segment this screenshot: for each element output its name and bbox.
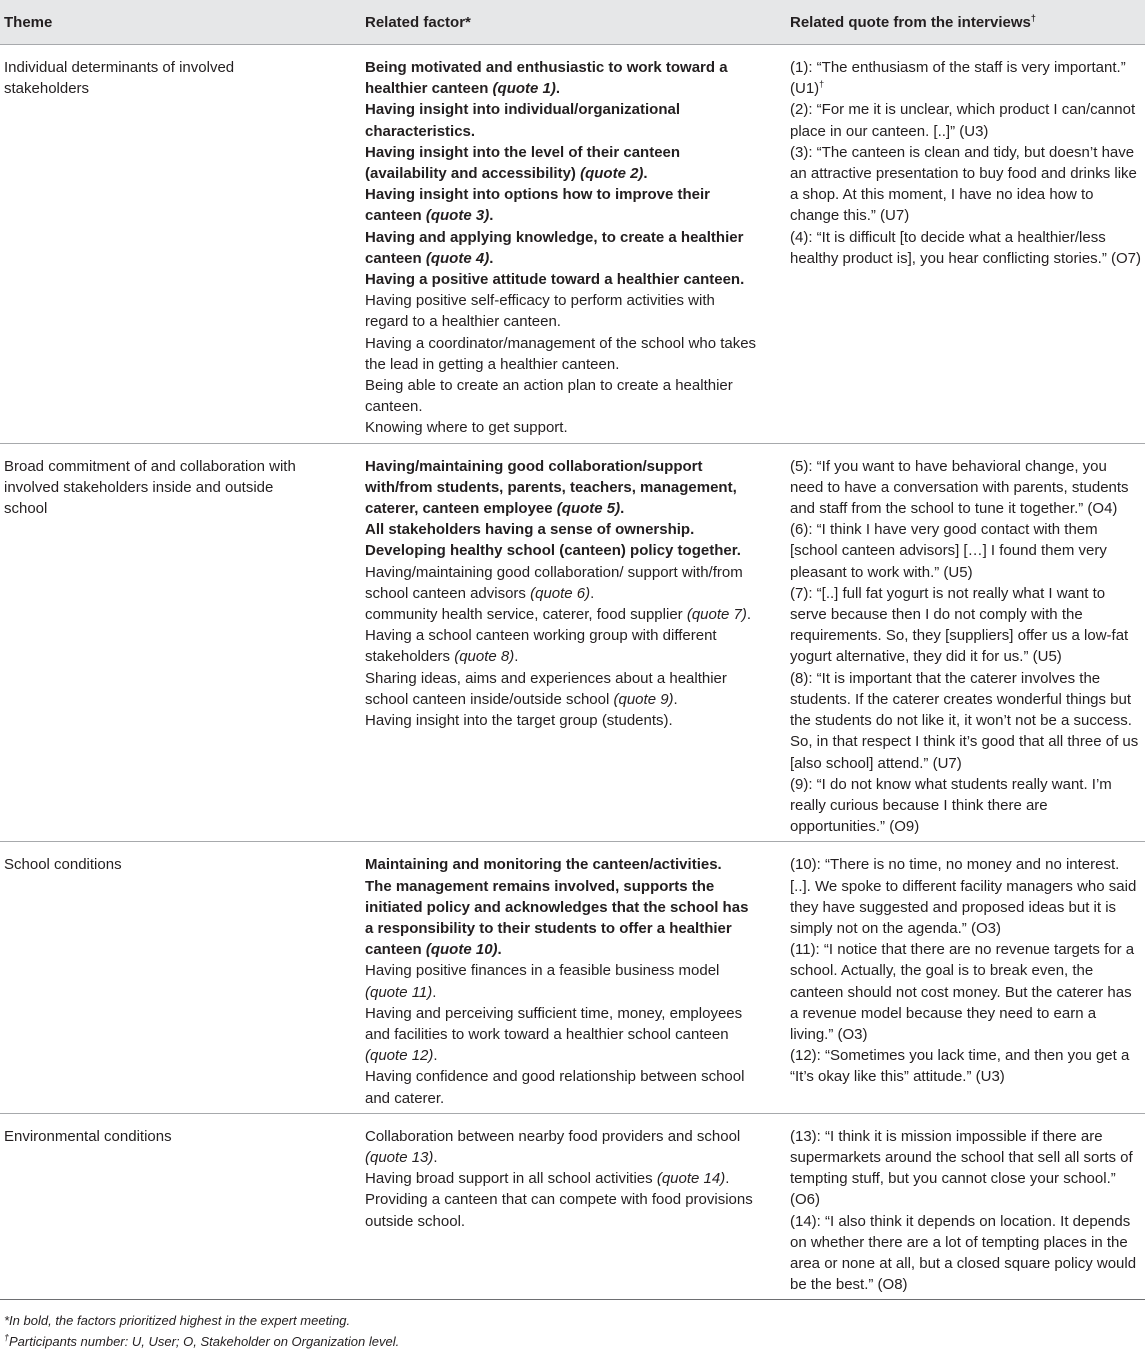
quote-cell bbox=[786, 1113, 1145, 1300]
factor-tail: . bbox=[489, 249, 494, 267]
factor-text: Providing a canteen that can compete with food provisions outside school. bbox=[365, 1191, 753, 1230]
header-related-quote-label: Related quote from the interviews bbox=[790, 13, 1031, 31]
footnote-mark: † bbox=[4, 1333, 10, 1344]
factor-text: Sharing ideas, aims and experiences about a healthier school canteen inside/outside school bbox=[365, 669, 727, 708]
factor-tail: . bbox=[433, 1047, 438, 1065]
factor-item bbox=[365, 1189, 758, 1231]
factor-text: The management remains involved, supports the initiated policy and acknowledges that the school has a responsibility to their students to offer a healthier canteen bbox=[365, 877, 749, 959]
factor-text: Knowing where to get support. bbox=[365, 419, 568, 437]
table-row bbox=[0, 45, 1145, 444]
factor-quote-reference: (quote 7) bbox=[686, 606, 747, 624]
factor-item bbox=[365, 960, 758, 1002]
interview-quote bbox=[790, 583, 1141, 668]
table-footnotes bbox=[0, 1300, 1145, 1352]
factor-item bbox=[365, 417, 758, 438]
factor-text: Having insight into the target group (students). bbox=[365, 712, 673, 730]
factor-cell bbox=[361, 842, 786, 1113]
factor-item-prioritized bbox=[365, 519, 758, 540]
factor-quote-reference: (quote 13) bbox=[365, 1148, 434, 1166]
interview-quote bbox=[790, 774, 1141, 838]
factor-cell bbox=[361, 45, 786, 444]
factor-tail: . bbox=[590, 584, 595, 602]
table-body bbox=[0, 45, 1145, 1300]
factor-quote-reference: (quote 1) bbox=[492, 80, 556, 98]
interview-quote-text: (11): “I notice that there are no revenue targets for a school. Actually, the goal is to break even, the canteen should not cost money. But the caterer has a revenue model because they need to earn a living.” (O3) bbox=[790, 941, 1135, 1043]
interview-quote bbox=[790, 939, 1141, 1045]
theme-cell: Environmental conditions bbox=[0, 1113, 361, 1300]
factor-text: Being motivated and enthusiastic to work toward a healthier canteen bbox=[365, 59, 728, 98]
factor-item-prioritized bbox=[365, 99, 758, 141]
factor-item-prioritized bbox=[365, 876, 758, 961]
factor-item-prioritized bbox=[365, 184, 758, 226]
factor-item-prioritized bbox=[365, 854, 758, 875]
factor-tail: . bbox=[489, 207, 494, 225]
header-related-factor: Related factor* bbox=[361, 0, 786, 45]
table-row bbox=[0, 842, 1145, 1113]
interview-quote bbox=[790, 1211, 1141, 1296]
factor-item bbox=[365, 668, 758, 710]
factor-text: Having/maintaining good collaboration/support with/from students, parents, teachers, management, caterer, canteen employee bbox=[365, 457, 737, 518]
factor-text: Maintaining and monitoring the canteen/activities. bbox=[365, 856, 722, 874]
factor-tail: . bbox=[432, 983, 437, 1001]
interview-quote bbox=[790, 1045, 1141, 1087]
factor-quote-reference: (quote 9) bbox=[613, 690, 674, 708]
table-header bbox=[0, 0, 1145, 45]
interview-quote bbox=[790, 99, 1141, 141]
factor-item bbox=[365, 1168, 758, 1189]
theme-cell: Individual determinants of involved stakeholders bbox=[0, 45, 361, 444]
factor-text: Having a school canteen working group with different stakeholders bbox=[365, 627, 717, 666]
theme-cell: School conditions bbox=[0, 842, 361, 1113]
table-row bbox=[0, 443, 1145, 842]
interview-quote bbox=[790, 456, 1141, 520]
interview-quote-text: (6): “I think I have very good contact with them [school canteen advisors] […] I found them very pleasant to work with.” (U5) bbox=[790, 521, 1107, 581]
factor-text: community health service, caterer, food supplier bbox=[365, 606, 687, 624]
factor-text: Being able to create an action plan to create a healthier canteen. bbox=[365, 377, 733, 416]
table-header-row bbox=[0, 0, 1145, 45]
factor-item bbox=[365, 375, 758, 417]
quote-cell bbox=[786, 443, 1145, 842]
factor-tail: . bbox=[725, 1170, 730, 1188]
factor-text: Having a coordinator/management of the school who takes the lead in getting a healthier canteen. bbox=[365, 334, 757, 373]
interview-quote bbox=[790, 57, 1141, 99]
factor-item-prioritized bbox=[365, 269, 758, 290]
header-dagger-mark: † bbox=[1030, 12, 1036, 23]
factor-tail: . bbox=[643, 165, 648, 183]
factor-tail: . bbox=[673, 690, 678, 708]
factor-tail: . bbox=[555, 80, 561, 98]
factor-item-prioritized bbox=[365, 57, 758, 99]
quote-cell bbox=[786, 842, 1145, 1113]
footnote-text: Participants number: U, User; O, Stakeholder on Organization level. bbox=[9, 1334, 400, 1350]
factor-quote-reference: (quote 6) bbox=[530, 584, 591, 602]
factor-item-prioritized bbox=[365, 227, 758, 269]
factor-quote-reference: (quote 11) bbox=[365, 983, 433, 1001]
factor-tail: . bbox=[746, 606, 752, 624]
factor-text: All stakeholders having a sense of ownership. bbox=[365, 521, 695, 539]
interview-quote-text: (1): “The enthusiasm of the staff is very important.” (U1) bbox=[790, 59, 1126, 98]
interview-quote bbox=[790, 519, 1141, 583]
factor-tail: . bbox=[497, 941, 502, 959]
factor-quote-reference: (quote 10) bbox=[425, 941, 498, 959]
factor-quote-reference: (quote 12) bbox=[365, 1047, 434, 1065]
factor-text: Developing healthy school (canteen) policy together. bbox=[365, 542, 741, 560]
factor-text: Having a positive attitude toward a healthier canteen. bbox=[365, 271, 745, 289]
interview-quote-text: (2): “For me it is unclear, which product I can/cannot place in our canteen. [..]” (U3) bbox=[790, 101, 1136, 140]
factor-tail: . bbox=[433, 1148, 438, 1166]
interview-quote-text: (4): “It is difficult [to decide what a healthier/less healthy product is], you hear conflicting stories.” (O7) bbox=[790, 228, 1141, 267]
interview-quote bbox=[790, 142, 1141, 227]
interview-quote bbox=[790, 668, 1141, 774]
footnote bbox=[4, 1331, 1141, 1352]
factor-cell bbox=[361, 443, 786, 842]
factor-text: Having broad support in all school activities bbox=[365, 1170, 657, 1188]
factor-text: Having insight into the level of their canteen (availability and accessibility) bbox=[365, 143, 681, 183]
factor-tail: . bbox=[620, 500, 625, 518]
factor-item bbox=[365, 1003, 758, 1067]
footnote-text: *In bold, the factors prioritized highest in the expert meeting. bbox=[4, 1313, 351, 1329]
factor-text: Having insight into options how to improve their canteen bbox=[365, 186, 710, 225]
interview-quote bbox=[790, 854, 1141, 939]
factor-item bbox=[365, 562, 758, 604]
theme-cell: Broad commitment of and collaboration with involved stakeholders inside and outside school bbox=[0, 443, 361, 842]
interview-quote-text: (14): “I also think it depends on location. It depends on whether there are a lot of tempting places in the area or none at all, but a closed square policy would be the best.” (O8) bbox=[790, 1212, 1137, 1294]
interview-quote-text: (8): “It is important that the caterer involves the students. If the caterer creates wonderful things but the students do not like it, it won’t not be a success. So, in that respect I think it’s good that all three of us [also school] attend.” (U7) bbox=[790, 669, 1139, 772]
table-row bbox=[0, 1113, 1145, 1300]
factor-item bbox=[365, 1066, 758, 1108]
factor-item bbox=[365, 710, 758, 731]
factor-item bbox=[365, 333, 758, 375]
interview-quote-text: (5): “If you want to have behavioral change, you need to have a conversation with parents, students and staff from the school to tune it together.” (O4) bbox=[790, 457, 1129, 518]
factor-tail: . bbox=[514, 648, 519, 666]
factor-text: Collaboration between nearby food providers and school bbox=[365, 1127, 741, 1145]
quote-cell bbox=[786, 45, 1145, 444]
factor-item-prioritized bbox=[365, 456, 758, 520]
factor-item-prioritized bbox=[365, 540, 758, 561]
interview-quote-text: (10): “There is no time, no money and no interest. [..]. We spoke to different facility managers who said they have suggested and proposed ideas but it is simply not on the agenda.” (O3) bbox=[790, 856, 1137, 937]
interview-quote bbox=[790, 227, 1141, 269]
interview-quote bbox=[790, 1126, 1141, 1211]
factor-quote-reference: (quote 8) bbox=[454, 648, 515, 666]
factor-text: Having positive self-efficacy to perform activities with regard to a healthier canteen. bbox=[365, 292, 715, 331]
factor-item bbox=[365, 625, 758, 667]
factor-item-prioritized bbox=[365, 142, 758, 184]
factor-text: Having and applying knowledge, to create a healthier canteen bbox=[365, 228, 744, 267]
interview-quote-text: (13): “I think it is mission impossible if there are supermarkets around the school that sell all sorts of tempting stuff, but you cannot close your school.” (O6) bbox=[790, 1127, 1133, 1209]
factor-text: Having insight into individual/organizational characteristics. bbox=[365, 101, 681, 140]
header-theme: Theme bbox=[0, 0, 361, 45]
factor-cell bbox=[361, 1113, 786, 1300]
dagger-mark: † bbox=[819, 79, 825, 90]
interview-quote-text: (3): “The canteen is clean and tidy, but doesn’t have an attractive presentation to buy food and drinks like a shop. At this moment, I have no idea how to change this.” (U7) bbox=[790, 143, 1137, 225]
factor-item bbox=[365, 1126, 758, 1168]
factor-quote-reference: (quote 4) bbox=[425, 249, 490, 267]
header-related-quote bbox=[786, 0, 1145, 45]
footnote bbox=[4, 1310, 1141, 1331]
interview-quote-text: (9): “I do not know what students really want. I’m really curious because I think there are opportunities.” (O9) bbox=[790, 775, 1112, 836]
factor-quote-reference: (quote 3) bbox=[425, 207, 490, 225]
factor-text: Having/maintaining good collaboration/ support with/from school canteen advisors bbox=[365, 563, 743, 602]
factor-item bbox=[365, 290, 758, 332]
factor-quote-reference: (quote 14) bbox=[656, 1170, 726, 1188]
factor-item bbox=[365, 604, 758, 625]
interview-quote-text: (7): “[..] full fat yogurt is not really what I want to serve because then I do not comply with the requirements. So, they [suppliers] offer us a low-fat yogurt alternative, they did it for us.” (U5) bbox=[790, 584, 1129, 666]
factor-text: Having and perceiving sufficient time, money, employees and facilities to work toward a healthier school canteen bbox=[365, 1004, 743, 1043]
factor-quote-reference: (quote 5) bbox=[556, 500, 621, 518]
factor-quote-reference: (quote 2) bbox=[580, 165, 644, 183]
factor-text: Having confidence and good relationship between school and caterer. bbox=[365, 1068, 745, 1107]
factor-text: Having positive finances in a feasible business model bbox=[365, 962, 720, 980]
interview-quote-text: (12): “Sometimes you lack time, and then you get a “It’s okay like this” attitude.” (U3) bbox=[790, 1047, 1130, 1086]
